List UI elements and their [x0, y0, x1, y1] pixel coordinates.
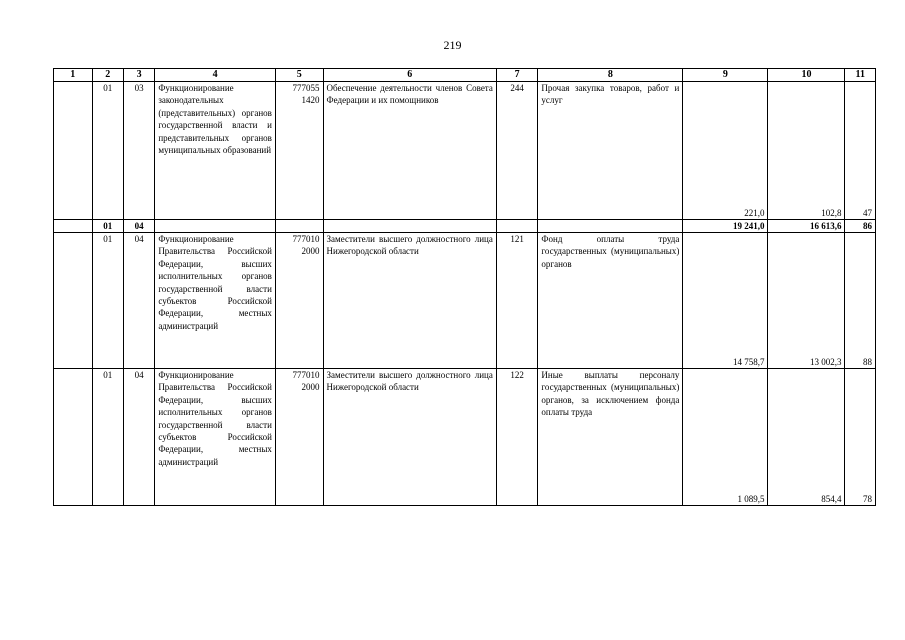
planned-amount: 14 758,7	[683, 233, 768, 369]
actual-amount: 16 613,6	[768, 220, 845, 233]
header-cell: 3	[123, 69, 154, 82]
actual-amount: 13 002,3	[768, 233, 845, 369]
section-code: 01	[92, 233, 123, 369]
subsection-code: 03	[123, 82, 154, 220]
subsection-name: Функционирование Правительства Российской Федерации, высших исполнительных органов государственной власти субъектов Российской Федерации, местных администраций	[155, 233, 276, 369]
header-cell: 1	[54, 69, 93, 82]
expense-type-code: 244	[496, 82, 538, 220]
percent-executed: 47	[845, 82, 876, 220]
empty-cell	[275, 220, 323, 233]
percent-executed: 86	[845, 220, 876, 233]
header-cell: 8	[538, 69, 683, 82]
target-article-code: 777055 1420	[275, 82, 323, 220]
subsection-code: 04	[123, 220, 154, 233]
empty-cell	[538, 220, 683, 233]
expense-type-name: Иные выплаты персоналу государственных (муниципальных) органов, за исключением фонда оплаты труда	[538, 369, 683, 506]
table-header-row	[54, 69, 876, 82]
header-cell: 4	[155, 69, 276, 82]
target-article-code: 777010 2000	[275, 233, 323, 369]
section-code: 01	[92, 220, 123, 233]
header-cell: 11	[845, 69, 876, 82]
empty-cell	[496, 220, 538, 233]
row-number-cell	[54, 369, 93, 506]
empty-cell	[323, 220, 496, 233]
header-cell: 2	[92, 69, 123, 82]
expense-type-code: 122	[496, 369, 538, 506]
percent-executed: 78	[845, 369, 876, 506]
row-number-cell	[54, 82, 93, 220]
header-cell: 10	[768, 69, 845, 82]
header-cell: 6	[323, 69, 496, 82]
header-cell: 7	[496, 69, 538, 82]
expense-type-name: Прочая закупка товаров, работ и услуг	[538, 82, 683, 220]
percent-executed: 88	[845, 233, 876, 369]
row-number-cell	[54, 233, 93, 369]
subsection-code: 04	[123, 233, 154, 369]
expense-type-code: 121	[496, 233, 538, 369]
subsection-name: Функционирование Правительства Российской Федерации, высших исполнительных органов государственной власти субъектов Российской Федерации, местных администраций	[155, 369, 276, 506]
budget-table	[53, 68, 876, 506]
expense-type-name: Фонд оплаты труда государственных (муниципальных) органов	[538, 233, 683, 369]
planned-amount: 19 241,0	[683, 220, 768, 233]
subsection-name: Функционирование законодательных (представительных) органов государственной власти и представительных органов муниципальных образований	[155, 82, 276, 220]
target-article-name: Заместители высшего должностного лица Нижегородской области	[323, 369, 496, 506]
actual-amount: 102,8	[768, 82, 845, 220]
empty-cell	[155, 220, 276, 233]
header-cell: 9	[683, 69, 768, 82]
row-number-cell	[54, 220, 93, 233]
planned-amount: 1 089,5	[683, 369, 768, 506]
table-row	[54, 82, 876, 220]
page-number: 219	[443, 38, 462, 52]
table-row	[54, 369, 876, 506]
section-code: 01	[92, 369, 123, 506]
target-article-code: 777010 2000	[275, 369, 323, 506]
planned-amount: 221,0	[683, 82, 768, 220]
actual-amount: 854,4	[768, 369, 845, 506]
target-article-name: Заместители высшего должностного лица Нижегородской области	[323, 233, 496, 369]
target-article-name: Обеспечение деятельности членов Совета Федерации и их помощников	[323, 82, 496, 220]
section-code: 01	[92, 82, 123, 220]
header-cell: 5	[275, 69, 323, 82]
table-row	[54, 233, 876, 369]
subtotal-row	[54, 220, 876, 233]
subsection-code: 04	[123, 369, 154, 506]
